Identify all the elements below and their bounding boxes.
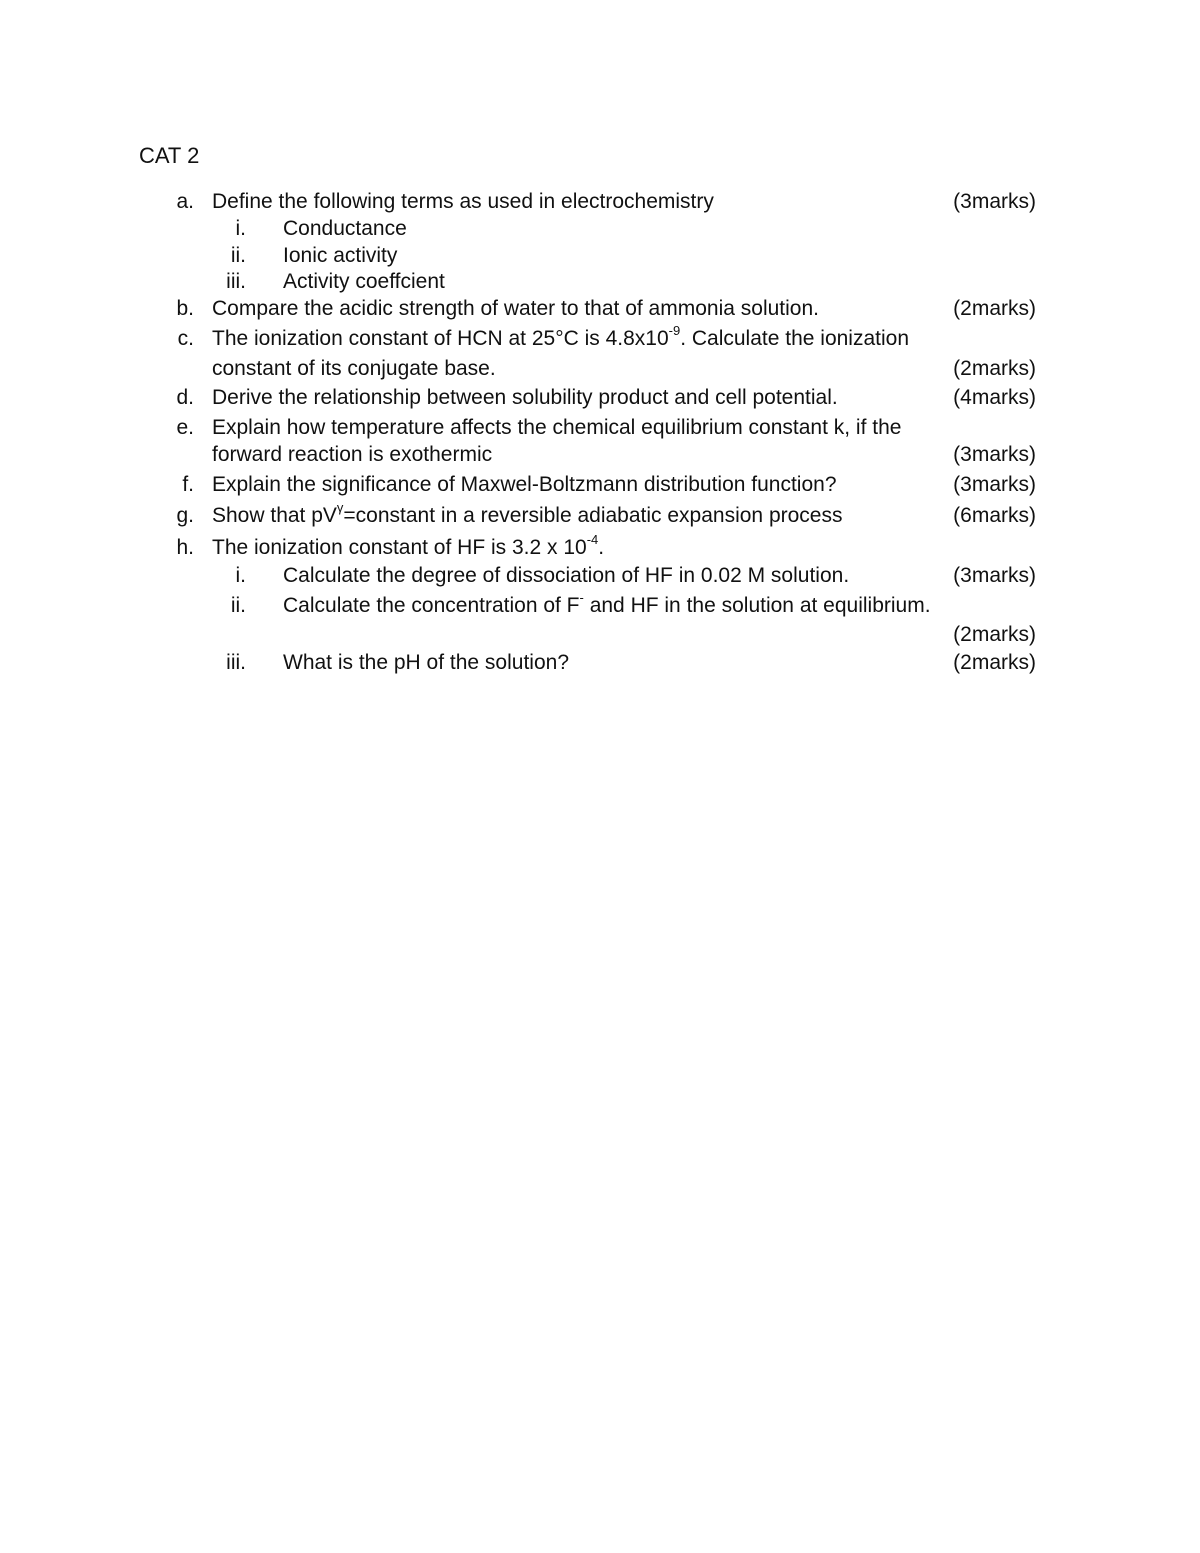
sub-text: Activity coeffcient: [283, 270, 445, 293]
exponent: -9: [668, 323, 681, 338]
question-label: f.: [182, 473, 194, 496]
question-h: [0, 532, 1200, 561]
sub-text: Calculate the degree of dissociation of HF in 0.02 M solution.: [283, 564, 850, 587]
question-label: g.: [176, 504, 194, 527]
question-a-sub-ii: [0, 243, 1200, 269]
question-f: [0, 472, 1200, 498]
sub-marks: (2marks): [953, 651, 1036, 674]
question-c-continued: [0, 356, 1200, 382]
question-text-end: =constant in a reversible adiabatic expansion process: [343, 504, 843, 527]
sub-text: [283, 590, 931, 619]
question-text: [212, 323, 910, 352]
question-marks: (2marks): [953, 357, 1036, 380]
question-label: c.: [177, 327, 194, 350]
question-text: [212, 532, 605, 561]
question-marks: (3marks): [953, 443, 1036, 466]
sub-marks: (3marks): [953, 564, 1036, 587]
question-marks: (3marks): [953, 473, 1036, 496]
question-text-start: The ionization constant of HF is 3.2 x 10: [212, 536, 587, 559]
question-h-sub-iii: [0, 650, 1200, 676]
sub-label: ii.: [230, 594, 246, 617]
sub-label: i.: [235, 217, 246, 240]
sub-marks: (2marks): [953, 623, 1036, 646]
question-d: [0, 385, 1200, 411]
question-text: constant of its conjugate base.: [212, 357, 496, 380]
question-c: [0, 323, 1200, 352]
question-a: [0, 189, 1200, 215]
question-marks: (3marks): [953, 190, 1036, 213]
question-marks: (2marks): [953, 297, 1036, 320]
exponent: -4: [586, 532, 599, 547]
question-label: h.: [176, 536, 194, 559]
sub-text: Conductance: [283, 217, 407, 240]
question-label: b.: [176, 297, 194, 320]
sub-text: What is the pH of the solution?: [283, 651, 569, 674]
question-e: [0, 415, 1200, 441]
sub-label: ii.: [230, 244, 246, 267]
question-text: Explain the significance of Maxwel-Boltzmann distribution function?: [212, 473, 837, 496]
question-text-start: Show that pV: [212, 504, 337, 527]
superscript: -: [579, 590, 584, 605]
question-label: a.: [176, 190, 194, 213]
document-title: CAT 2: [139, 143, 200, 168]
question-text: Define the following terms as used in electrochemistry: [212, 190, 714, 213]
sub-text-start: Calculate the concentration of F: [283, 594, 580, 617]
exponent: γ: [336, 500, 344, 515]
question-text-end: .: [598, 536, 605, 559]
sub-label: i.: [235, 564, 246, 587]
question-marks: (4marks): [953, 386, 1036, 409]
sub-text-end: and HF in the solution at equilibrium.: [583, 594, 931, 617]
question-a-sub-i: [0, 216, 1200, 242]
question-text: Explain how temperature affects the chemical equilibrium constant k, if the: [212, 416, 902, 439]
question-h-sub-i: [0, 563, 1200, 589]
question-text: [212, 500, 843, 529]
question-text-start: The ionization constant of HCN at 25°C is 4.8x10: [212, 327, 669, 350]
question-text: Compare the acidic strength of water to that of ammonia solution.: [212, 297, 819, 320]
question-text: Derive the relationship between solubility product and cell potential.: [212, 386, 838, 409]
question-text: forward reaction is exothermic: [212, 443, 493, 466]
question-h-sub-ii-marks: [0, 622, 1200, 648]
sub-label: iii.: [226, 270, 246, 293]
question-text-end: . Calculate the ionization: [680, 327, 910, 350]
question-b: [0, 296, 1200, 322]
question-h-sub-ii: [0, 590, 1200, 619]
sub-label: iii.: [226, 651, 246, 674]
question-marks: (6marks): [953, 504, 1036, 527]
sub-text: Ionic activity: [283, 244, 398, 267]
question-label: d.: [176, 386, 194, 409]
question-e-continued: [0, 442, 1200, 468]
question-label: e.: [176, 416, 194, 439]
question-a-sub-iii: [0, 269, 1200, 295]
question-g: [0, 500, 1200, 529]
